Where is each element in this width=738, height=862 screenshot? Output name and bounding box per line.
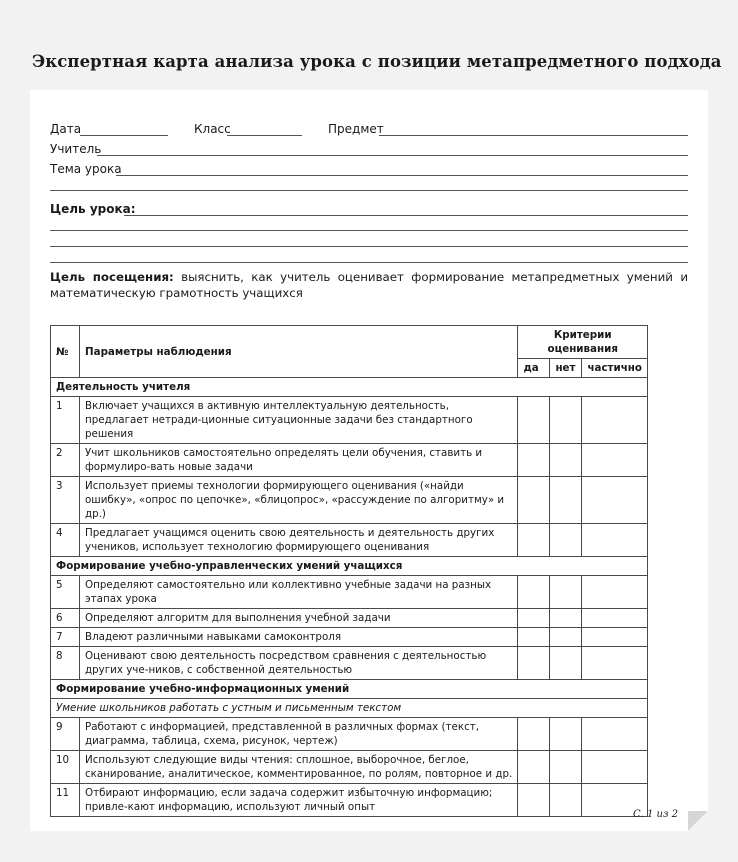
col-number-header: №	[51, 326, 80, 378]
yes-cell[interactable]	[518, 751, 550, 784]
visit-purpose-label: Цель посещения:	[50, 270, 174, 284]
goal-label: Цель урока:	[50, 202, 136, 216]
no-cell[interactable]	[550, 524, 582, 557]
yes-cell[interactable]	[518, 576, 550, 609]
row-parameter: Используют следующие виды чтения: сплошное, выборочное, беглое, сканирование, аналитическое, комментированное, по ролям, повторное и др.	[80, 751, 518, 784]
row-parameter: Отбирают информацию, если задача содержит избыточную информацию; привле-кают информацию, используют личный опыт	[80, 784, 518, 817]
partial-cell[interactable]	[582, 751, 648, 784]
table-row	[51, 477, 648, 524]
table-row	[51, 444, 648, 477]
row-number: 9	[51, 718, 80, 751]
row-parameter: Работают с информацией, представленной в различных формах (текст, диаграмма, таблица, схема, рисунок, чертеж)	[80, 718, 518, 751]
goal-row	[50, 202, 688, 218]
row-parameter: Предлагает учащимся оценить свою деятельность и деятельность других учеников, использует технологию формирующего оценивания	[80, 524, 518, 557]
row-parameter: Оценивают свою деятельность посредством сравнения с деятельностью других уче-ников, с собственной деятельностью	[80, 647, 518, 680]
partial-cell[interactable]	[582, 524, 648, 557]
no-cell[interactable]	[550, 647, 582, 680]
yes-cell[interactable]	[518, 477, 550, 524]
goal-line[interactable]	[124, 202, 688, 216]
subsection-row	[51, 699, 648, 718]
partial-cell[interactable]	[582, 397, 648, 444]
col-yes-header: да	[518, 359, 550, 378]
section-row	[51, 680, 648, 699]
no-cell[interactable]	[550, 784, 582, 817]
goal-extra-line-1[interactable]	[50, 230, 688, 231]
row-number: 7	[51, 628, 80, 647]
no-cell[interactable]	[550, 628, 582, 647]
partial-cell[interactable]	[582, 609, 648, 628]
row-parameter: Определяют самостоятельно или коллективно учебные задачи на разных этапах урока	[80, 576, 518, 609]
goal-extra-line-2[interactable]	[50, 246, 688, 247]
visit-purpose-text: выяснить, как учитель оценивает формирование метапредметных умений и математическую грамотность учащихся	[50, 270, 688, 300]
table-row	[51, 524, 648, 557]
class-line[interactable]	[227, 122, 302, 136]
no-cell[interactable]	[550, 718, 582, 751]
partial-cell[interactable]	[582, 576, 648, 609]
table-body	[51, 378, 648, 817]
yes-cell[interactable]	[518, 524, 550, 557]
row-number: 8	[51, 647, 80, 680]
yes-cell[interactable]	[518, 718, 550, 751]
section-title: Деятельность учителя	[51, 378, 648, 397]
table-row	[51, 609, 648, 628]
row-number: 6	[51, 609, 80, 628]
col-criteria-header: Критерии оценивания	[518, 326, 648, 359]
subsection-title: Умение школьников работать с устным и письменным текстом	[51, 699, 648, 718]
col-params-header: Параметры наблюдения	[80, 326, 518, 378]
goal-extra-line-3[interactable]	[50, 262, 688, 263]
teacher-label: Учитель	[50, 142, 102, 156]
col-partial-header: частично	[582, 359, 648, 378]
topic-extra-line[interactable]	[50, 190, 688, 191]
row-parameter: Включает учащихся в активную интеллектуальную деятельность, предлагает нетради-ционные ситуационные задачи без стандартного решения	[80, 397, 518, 444]
date-label: Дата	[50, 122, 82, 136]
row-number: 1	[51, 397, 80, 444]
section-title: Формирование учебно-управленческих умений учащихся	[51, 557, 648, 576]
table-row	[51, 647, 648, 680]
partial-cell[interactable]	[582, 477, 648, 524]
partial-cell[interactable]	[582, 647, 648, 680]
no-cell[interactable]	[550, 751, 582, 784]
no-cell[interactable]	[550, 576, 582, 609]
yes-cell[interactable]	[518, 609, 550, 628]
partial-cell[interactable]	[582, 628, 648, 647]
yes-cell[interactable]	[518, 444, 550, 477]
document-title: Экспертная карта анализа урока с позиции метапредметного подхода	[32, 52, 722, 71]
topic-label: Тема урока	[50, 162, 122, 176]
yes-cell[interactable]	[518, 397, 550, 444]
no-cell[interactable]	[550, 444, 582, 477]
row-number: 11	[51, 784, 80, 817]
header-fields-row	[50, 122, 688, 138]
row-parameter: Учит школьников самостоятельно определять цели обучения, ставить и формулиро-вать новые задачи	[80, 444, 518, 477]
visit-purpose	[50, 269, 688, 301]
subject-label: Предмет	[328, 122, 384, 136]
section-row	[51, 378, 648, 397]
table-row	[51, 718, 648, 751]
topic-row	[50, 162, 688, 178]
table-row	[51, 397, 648, 444]
topic-line[interactable]	[116, 162, 688, 176]
row-parameter: Владеют различными навыками самоконтроля	[80, 628, 518, 647]
row-number: 10	[51, 751, 80, 784]
no-cell[interactable]	[550, 477, 582, 524]
row-parameter: Определяют алгоритм для выполнения учебной задачи	[80, 609, 518, 628]
class-label: Класс	[194, 122, 231, 136]
teacher-row	[50, 142, 688, 158]
row-number: 3	[51, 477, 80, 524]
observation-table	[50, 325, 648, 817]
date-line[interactable]	[80, 122, 168, 136]
yes-cell[interactable]	[518, 628, 550, 647]
yes-cell[interactable]	[518, 647, 550, 680]
partial-cell[interactable]	[582, 718, 648, 751]
no-cell[interactable]	[550, 609, 582, 628]
subject-line[interactable]	[379, 122, 688, 136]
col-no-header: нет	[550, 359, 582, 378]
no-cell[interactable]	[550, 397, 582, 444]
row-parameter: Использует приемы технологии формирующего оценивания («найди ошибку», «опрос по цепочке», «блицопрос», «рассуждение по алгоритму» и др.)	[80, 477, 518, 524]
row-number: 2	[51, 444, 80, 477]
row-number: 4	[51, 524, 80, 557]
section-title: Формирование учебно-информационных умений	[51, 680, 648, 699]
table-row	[51, 751, 648, 784]
page-number: С. 1 из 2	[633, 809, 678, 820]
table-row	[51, 784, 648, 817]
table-row	[51, 628, 648, 647]
yes-cell[interactable]	[518, 784, 550, 817]
teacher-line[interactable]	[97, 142, 688, 156]
row-number: 5	[51, 576, 80, 609]
section-row	[51, 557, 648, 576]
page-fold-corner	[688, 811, 708, 831]
form-sheet	[30, 90, 708, 831]
table-row	[51, 576, 648, 609]
partial-cell[interactable]	[582, 444, 648, 477]
